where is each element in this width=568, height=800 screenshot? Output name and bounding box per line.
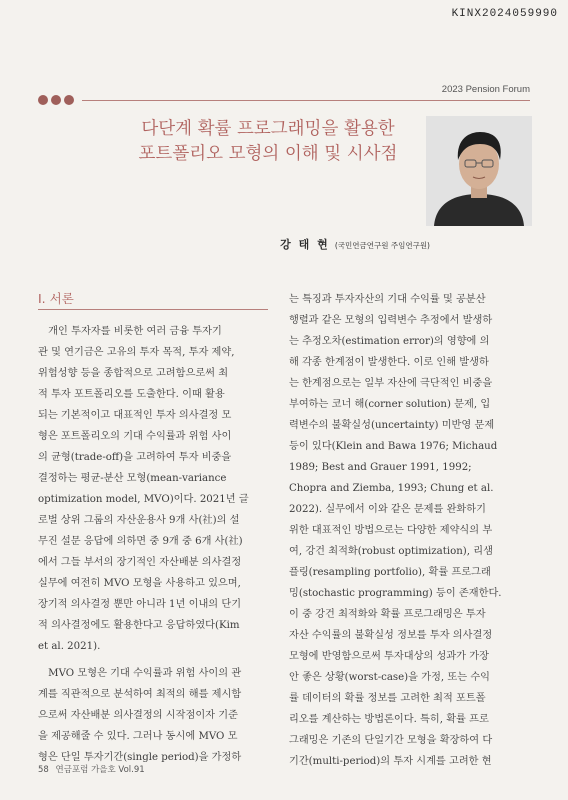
- forum-label: 2023 Pension Forum: [441, 84, 530, 95]
- text-line: 2022). 실무에서 이와 같은 문제를 완화하기: [289, 504, 486, 515]
- author-byline: [280, 233, 430, 252]
- text-line: 등이 있다(Klein and Bawa 1976; Michaud: [289, 441, 498, 452]
- header-divider: [82, 100, 530, 101]
- author-name: 강 태 현: [280, 238, 330, 251]
- text-line: 기간(multi-period)의 투자 시계를 고려한 현: [289, 756, 492, 767]
- text-line: 자산 수익률의 불확실성 정보를 투자 의사결정: [289, 630, 493, 641]
- dot-icon: [51, 95, 61, 105]
- text-line: 안 좋은 상황(worst-case)을 가정, 또는 수익: [289, 672, 490, 683]
- text-line: 을 제공해줄 수 있다. 그러나 동시에 MVO 모: [38, 731, 238, 742]
- article-title: [118, 117, 418, 167]
- text-line: 실무에 여전히 MVO 모형을 사용하고 있으며,: [38, 578, 241, 589]
- text-line: 되는 기본적이고 대표적인 투자 의사결정 모: [38, 410, 232, 421]
- text-line: 계를 직관적으로 분석하여 최적의 해를 제시함: [38, 689, 242, 700]
- publication-name: 연금포럼 가을호 Vol.91: [55, 765, 145, 775]
- title-line-1: 다단계 확률 프로그래밍을 활용한: [141, 119, 395, 139]
- text-line: 적 의사결정에도 활용한다고 응답하였다(Kim: [38, 620, 240, 631]
- text-line: 적 투자 포트폴리오를 도출한다. 이때 활용: [38, 389, 225, 400]
- author-affiliation: (국민연금연구원 주임연구원): [334, 241, 430, 250]
- text-line: 률 데이터의 확률 정보를 고려한 최적 포트폴: [289, 693, 486, 704]
- document-id: KINX2024059990: [451, 8, 558, 20]
- dot-icon: [38, 95, 48, 105]
- text-line: 형은 포트폴리오의 기대 수익률과 위험 사이: [38, 431, 232, 442]
- text-line: et al. 2021).: [38, 641, 101, 652]
- text-line: 결정하는 평균-분산 모형(mean-variance: [38, 473, 227, 484]
- text-line: 는 추정오차(estimation error)의 영향에 의: [289, 336, 490, 347]
- section-divider: [38, 309, 268, 310]
- text-line: 그래밍은 기존의 단일기간 모형을 확장하여 다: [289, 735, 493, 746]
- text-line: 위험성향 등을 종합적으로 고려함으로써 최: [38, 368, 229, 379]
- text-line: 플링(resampling portfolio), 확률 프로그래: [289, 567, 491, 578]
- text-line: 1989; Best and Grauer 1991, 1992;: [289, 462, 472, 473]
- text-line: Chopra and Ziemba, 1993; Chung et al.: [289, 483, 494, 494]
- text-line: optimization model, MVO)이다. 2021년 글: [38, 494, 249, 505]
- text-line: 개인 투자자를 비롯한 여러 금융 투자기: [38, 326, 222, 337]
- page-number: 58: [38, 765, 49, 775]
- text-line: 모형에 반영함으로써 투자대상의 성과가 가장: [289, 651, 489, 662]
- text-line: 에서 그들 부서의 장기적인 자산배분 의사결정: [38, 557, 242, 568]
- text-line: 해 각종 한계점이 발생한다. 이로 인해 발생하: [289, 357, 489, 368]
- text-line: 는 특징과 투자자산의 기대 수익률 및 공분산: [289, 294, 486, 305]
- body-column-right: [289, 289, 539, 772]
- text-line: 행렬과 같은 모형의 입력변수 추정에서 발생하: [289, 315, 493, 326]
- text-line: 는 한계점으로는 일부 자산에 극단적인 비중을: [289, 378, 493, 389]
- text-line: 형은 단일 투자기간(single period)을 가정하: [38, 752, 242, 763]
- text-line: 여, 강건 최적화(robust optimization), 리샘: [289, 546, 493, 557]
- text-line: 으로써 자산배분 의사결정의 시작점이자 기준: [38, 710, 238, 721]
- text-line: 관 및 연기금은 고유의 투자 목적, 투자 제약,: [38, 347, 235, 358]
- decorative-dots: [38, 95, 74, 105]
- text-line: 장기적 의사결정 뿐만 아니라 1년 이내의 단기: [38, 599, 242, 610]
- text-line: 리오를 계산하는 방법론이다. 특히, 확률 프로: [289, 714, 489, 725]
- text-line: MVO 모형은 기대 수익률과 위험 사이의 관: [38, 668, 242, 679]
- text-line: 밍(stochastic programming) 등이 존재한다.: [289, 588, 502, 599]
- text-line: 력변수의 불확실성(uncertainty) 미반영 문제: [289, 420, 495, 431]
- title-line-2: 포트폴리오 모형의 이해 및 시사점: [138, 144, 398, 164]
- page-footer: [38, 763, 145, 775]
- text-line: 이 중 강건 최적화와 확률 프로그래밍은 투자: [289, 609, 486, 620]
- text-line: 무진 설문 응답에 의하면 중 9개 중 6개 사(社): [38, 536, 243, 547]
- dot-icon: [64, 95, 74, 105]
- author-photo: [426, 116, 532, 226]
- text-line: 로벌 상위 그룹의 자산운용사 9개 사(社)의 설: [38, 515, 240, 526]
- text-line: 부여하는 코너 해(corner solution) 문제, 입: [289, 399, 491, 410]
- text-line: 의 균형(trade-off)을 고려하여 투자 비중을: [38, 452, 232, 463]
- section-heading: I. 서론: [38, 291, 74, 306]
- body-column-left: [38, 321, 278, 768]
- text-line: 위한 대표적인 방법으로는 다양한 제약식의 부: [289, 525, 493, 536]
